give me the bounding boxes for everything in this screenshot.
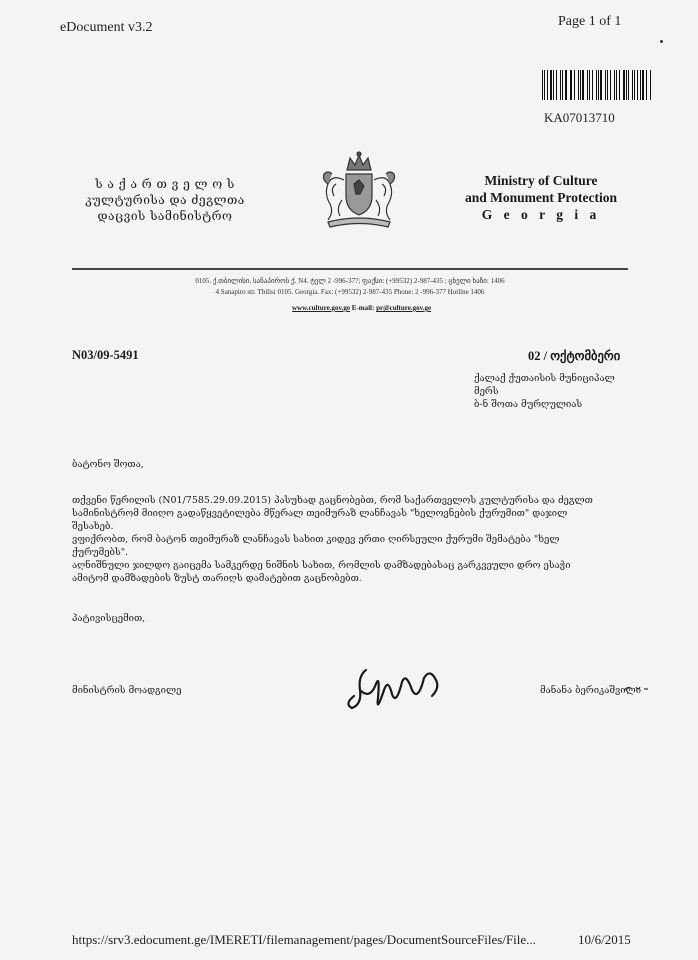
barcode-bar [587, 70, 589, 100]
address-english: 4 Sanapiro str. Tbilisi 0105. Georgia. Fax: (+99532) 2-987-435 Phone: 2 -996-377 Hotline 1406 [215, 288, 485, 296]
app-version: eDocument v3.2 [60, 20, 153, 35]
barcode-bar [650, 70, 651, 100]
website-link[interactable]: www.culture.gov.ge [292, 304, 351, 312]
recipient-line1: ქალაქ ქუთაისის მუნიციპალ [474, 373, 615, 384]
barcode-bar [632, 70, 633, 100]
recipient-line3: ბ-ნ შოთა მურღულიას [474, 399, 583, 410]
closing: პატივისცემით, [72, 613, 146, 624]
address-block [100, 276, 600, 298]
barcode-bar [607, 70, 608, 100]
body-line: შესახებ. [72, 521, 114, 532]
barcode-bar [616, 70, 617, 100]
ministry-name-eng-line2: and Monument Protection [465, 190, 617, 205]
barcode-bar [628, 70, 629, 100]
contact-links [292, 304, 431, 312]
email-link[interactable]: pr@culture.gov.ge [376, 304, 432, 312]
barcode-bar [582, 70, 583, 100]
pen-mark [622, 680, 652, 694]
coat-of-arms-icon [314, 150, 404, 230]
address-georgian: 0105. ქ.თბილისი. სანაპიროს ქ. N4. ტელ 2 -996-377; ფაქსი: (+99532) 2-987-435 ; ცხელი ხაზი: 1406 [195, 277, 505, 285]
barcode-bar [614, 70, 615, 100]
barcode-bar [640, 70, 641, 100]
page-label: Page 1 of 1 [558, 14, 622, 29]
barcode-bar [637, 70, 638, 100]
header-divider [72, 268, 628, 270]
barcode-bar [596, 70, 597, 100]
barcode-bar [547, 70, 548, 100]
barcode-bar [600, 70, 602, 100]
barcode-bar [553, 70, 554, 100]
body-line: ვფიქრობთ, რომ ბატონ თეიმურაზ ლანჩავას სახით კიდევ ერთი ღირსეული ქურუმი შემატება "ხელ [72, 534, 560, 545]
signer-name: მანანა ბერიკაშვილი [540, 685, 642, 696]
barcode-bar [550, 70, 552, 100]
recipient-block [474, 372, 698, 411]
barcode-bar [610, 70, 611, 100]
ministry-name-georgian [70, 176, 260, 224]
ministry-name-geo-line1: ს ა ქ ა რ თ ვ ე ლ ო ს [95, 177, 235, 191]
barcode-bar [580, 70, 581, 100]
email-label: E-mail: [351, 304, 375, 312]
barcode-bar [560, 70, 561, 100]
ministry-name-eng-line1: Ministry of Culture [484, 173, 598, 188]
ministry-name-geo-line2: კულტურისა და ძეგლთა [85, 193, 245, 207]
barcode-bar [562, 70, 563, 100]
signature [340, 660, 450, 720]
barcode-bar [646, 70, 647, 100]
barcode-bar [642, 70, 644, 100]
reference-number: N03/09-5491 [72, 348, 139, 362]
barcode-number: KA07013710 [544, 110, 615, 125]
barcode-bar [556, 70, 557, 100]
barcode-bar [592, 70, 593, 100]
letter-date: 02 / ოქტომბერი [528, 349, 621, 363]
barcode-bar [589, 70, 590, 100]
source-url[interactable]: https://srv3.edocument.ge/IMERETI/filemanagement/pages/DocumentSourceFiles/File... [72, 932, 536, 947]
ministry-name-eng-line3: G e o r g i a [481, 207, 601, 222]
barcode-bar [574, 70, 575, 100]
recipient-line2: მერს [474, 386, 499, 397]
body-line: ამიტომ დამზადების ზუსტ თარიღს დამატებით გაცნობებთ. [72, 573, 362, 584]
barcode-bar [542, 70, 543, 100]
body-line: აღნიშნული ჯილდო გაიცემა სამკერდე ნიშნის სახით, რომლის დამზადებასაც გარკვეული დრო ესაჭი [72, 560, 571, 571]
body-line: თქვენი წერილის (N01/7585.29.09.2015) პასუხად გაცნობებთ, რომ საქართველოს კულტურისა და ძეგლთ [72, 495, 593, 506]
barcode-bar [544, 70, 545, 100]
barcode-bar [565, 70, 567, 100]
barcode-bar [634, 70, 635, 100]
barcode-bar [570, 70, 571, 100]
print-date: 10/6/2015 [578, 932, 631, 947]
speck [660, 40, 663, 43]
ministry-name-geo-line3: დაცვის სამინისტრო [97, 209, 233, 223]
barcode-bar [605, 70, 606, 100]
ministry-name-english [458, 172, 624, 223]
barcode-bar [623, 70, 625, 100]
signer-title: მინისტრის მოადგილე [72, 685, 182, 696]
barcode-bar [578, 70, 579, 100]
body-line: სამინისტრომ მიიღო გადაწყვეტილება მწერალ თეიმურაზ ლანჩავას "ხელოვნების ქურუმით" დაჯილ [72, 508, 568, 519]
barcode-bar [626, 70, 627, 100]
barcode-bar [571, 70, 572, 100]
body-line: ქურუმებს". [72, 547, 129, 558]
barcode-bar [598, 70, 599, 100]
salutation: ბატონო შოთა, [72, 459, 144, 470]
barcode [542, 70, 652, 100]
letter-body [72, 494, 698, 585]
barcode-bar [619, 70, 620, 100]
